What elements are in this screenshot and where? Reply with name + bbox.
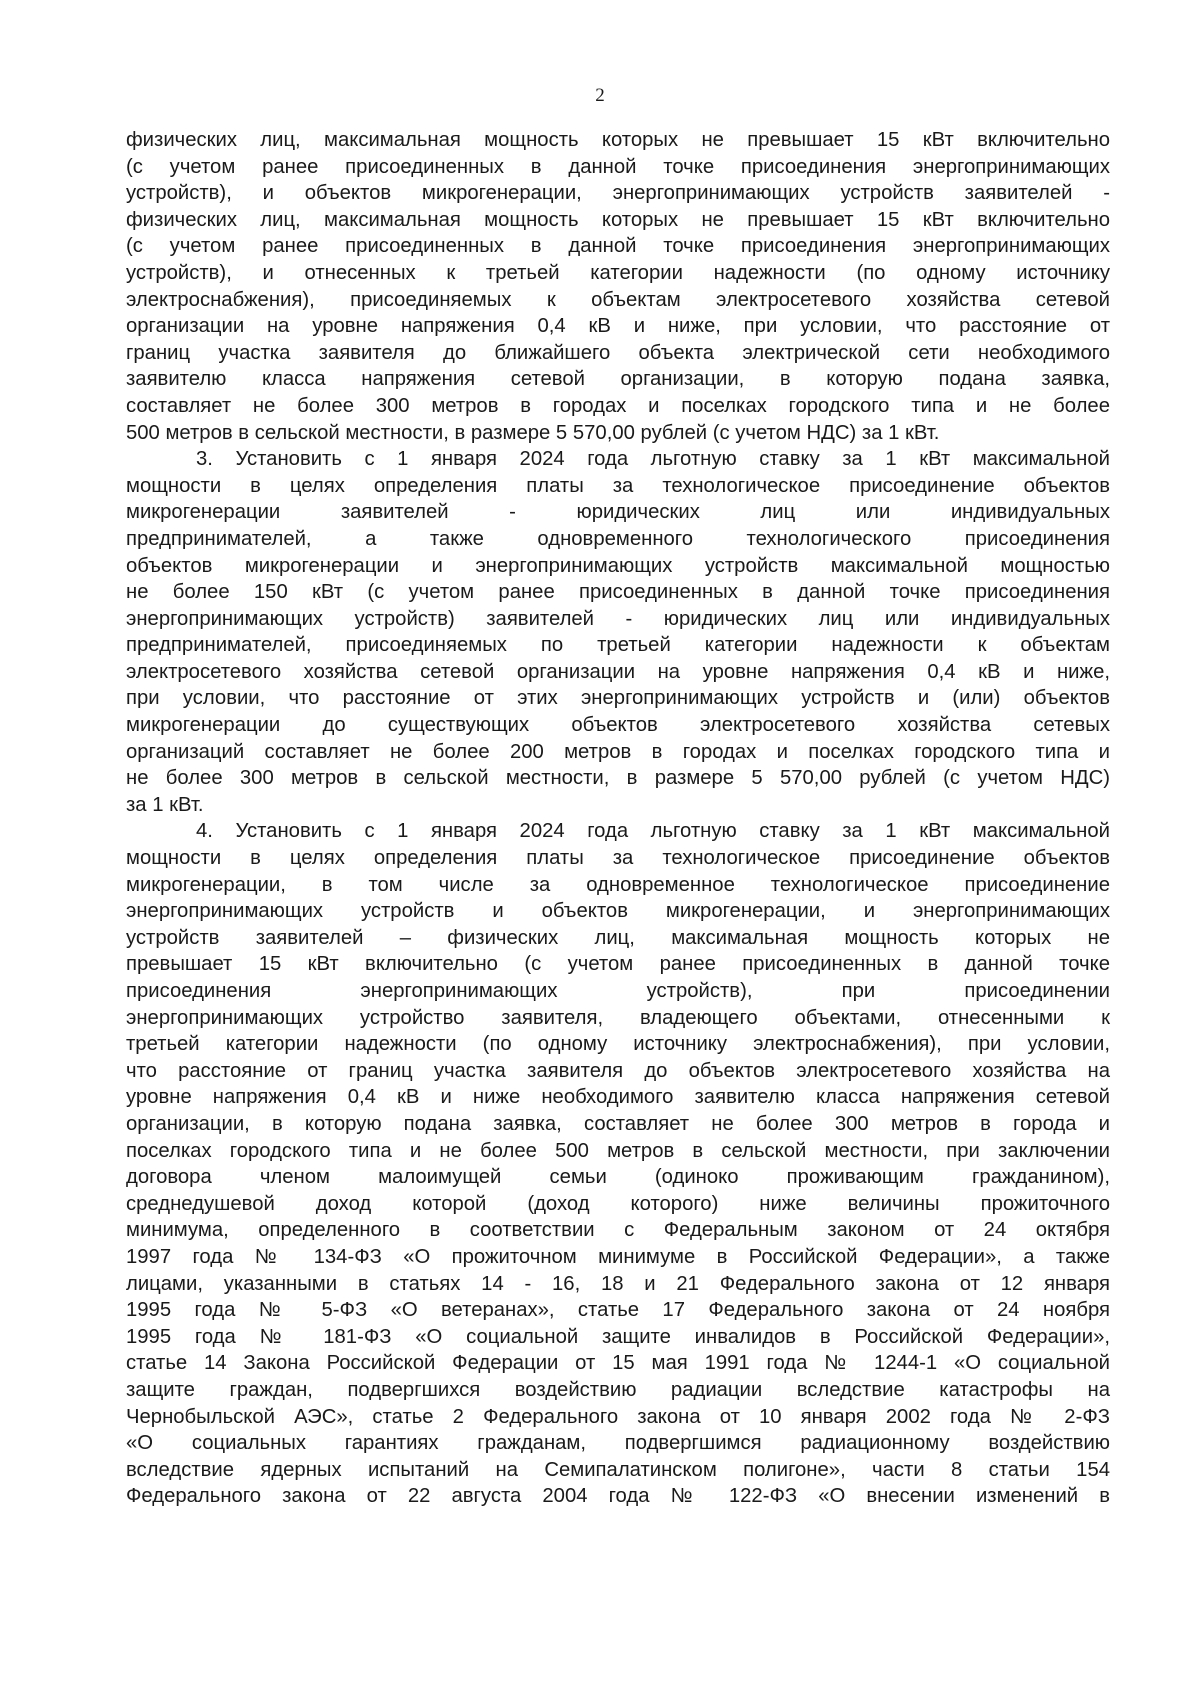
paragraph-item-3	[126, 446, 1110, 818]
text-line: электроснабжения), присоединяемых к объектам электросетевого хозяйства сетевой	[126, 288, 1110, 311]
text-line: физических лиц, максимальная мощность которых не превышает 15 кВт включительно	[126, 208, 1110, 231]
text-line: 1997 года № 134-ФЗ «О прожиточном минимуме в Российской Федерации», а также	[126, 1245, 1110, 1268]
text-line: защите граждан, подвергшихся воздействию радиации вследствие катастрофы на	[126, 1378, 1110, 1401]
text-line: организации, в которую подана заявка, составляет не более 300 метров в города и	[126, 1112, 1110, 1135]
text-line: договора членом малоимущей семьи (одиноко проживающим гражданином),	[126, 1166, 1110, 1189]
text-line: вследствие ядерных испытаний на Семипалатинском полигоне», части 8 статьи 154	[126, 1458, 1110, 1481]
text-line: физических лиц, максимальная мощность которых не превышает 15 кВт включительно	[126, 129, 1110, 151]
text-line: устройств), и отнесенных к третьей категории надежности (по одному источнику	[126, 261, 1110, 284]
text-line: мощности в целях определения платы за технологическое присоединение объектов	[126, 847, 1110, 870]
text-line: энергопринимающих устройств) заявителей - юридических лиц или индивидуальных	[126, 607, 1110, 630]
text-line: превышает 15 кВт включительно (с учетом ранее присоединенных в данной точке	[126, 953, 1110, 976]
text-line: организации на уровне напряжения 0,4 кВ и ниже, при условии, что расстояние от	[126, 315, 1110, 338]
text-line: энергопринимающих устройств и объектов микрогенерации, и энергопринимающих	[126, 900, 1110, 923]
text-line: 500 метров в сельской местности, в размере 5 570,00 рублей (с учетом НДС) за 1 кВт.	[126, 421, 940, 444]
text-line: объектов микрогенерации и энергопринимающих устройств максимальной мощностью	[126, 554, 1110, 577]
text-line: что расстояние от границ участка заявителя до объектов электросетевого хозяйства на	[126, 1059, 1110, 1082]
text-line: микрогенерации до существующих объектов электросетевого хозяйства сетевых	[126, 714, 1110, 737]
text-line: устройств заявителей – физических лиц, максимальная мощность которых не	[126, 926, 1110, 949]
text-line: устройств), и объектов микрогенерации, энергопринимающих устройств заявителей -	[126, 182, 1110, 205]
text-line: третьей категории надежности (по одному источнику электроснабжения), при условии,	[126, 1033, 1110, 1056]
text-line: минимума, определенного в соответствии с Федеральным законом от 24 октября	[126, 1219, 1110, 1242]
document-body	[126, 127, 1110, 1510]
text-line: не более 150 кВт (с учетом ранее присоединенных в данной точке присоединения	[126, 581, 1110, 604]
text-line: (с учетом ранее присоединенных в данной точке присоединения энергопринимающих	[126, 155, 1110, 178]
text-line: при условии, что расстояние от этих энергопринимающих устройств и (или) объектов	[126, 687, 1110, 710]
text-line: границ участка заявителя до ближайшего объекта электрической сети необходимого	[126, 341, 1110, 364]
text-line: составляет не более 300 метров в городах и поселках городского типа и не более	[126, 394, 1110, 417]
text-line: статье 14 Закона Российской Федерации от 15 мая 1991 года № 1244-1 «О социальной	[126, 1352, 1110, 1375]
text-line: уровне напряжения 0,4 кВ и ниже необходимого заявителю класса напряжения сетевой	[126, 1086, 1110, 1109]
text-line: лицами, указанными в статьях 14 - 16, 18 и 21 Федерального закона от 12 января	[126, 1272, 1110, 1295]
text-line: 3. Установить с 1 января 2024 года льготную ставку за 1 кВт максимальной	[196, 448, 1110, 471]
text-line: мощности в целях определения платы за технологическое присоединение объектов	[126, 474, 1110, 497]
text-line: (с учетом ранее присоединенных в данной точке присоединения энергопринимающих	[126, 235, 1110, 258]
text-line: не более 300 метров в сельской местности, в размере 5 570,00 рублей (с учетом НДС)	[126, 767, 1110, 790]
text-line: предпринимателей, а также одновременного технологического присоединения	[126, 527, 1110, 550]
text-line: среднедушевой доход которой (доход которого) ниже величины прожиточного	[126, 1192, 1110, 1215]
text-line: организаций составляет не более 200 метров в городах и поселках городского типа и	[126, 740, 1110, 763]
text-line: Чернобыльской АЭС», статье 2 Федерального закона от 10 января 2002 года № 2-ФЗ	[126, 1405, 1110, 1428]
text-line: 1995 года № 181-ФЗ «О социальной защите инвалидов в Российской Федерации»,	[126, 1325, 1110, 1348]
text-line: электросетевого хозяйства сетевой организации на уровне напряжения 0,4 кВ и ниже,	[126, 660, 1110, 683]
text-line: заявителю класса напряжения сетевой организации, в которую подана заявка,	[126, 368, 1110, 391]
text-line: микрогенерации, в том числе за одновременное технологическое присоединение	[126, 873, 1110, 896]
text-line: 1995 года № 5-ФЗ «О ветеранах», статье 17 Федерального закона от 24 ноября	[126, 1299, 1110, 1322]
text-line: «О социальных гарантиях гражданам, подвергшимся радиационному воздействию	[126, 1432, 1110, 1455]
text-line: энергопринимающих устройство заявителя, владеющего объектами, отнесенными к	[126, 1006, 1110, 1029]
text-line: 4. Установить с 1 января 2024 года льготную ставку за 1 кВт максимальной	[196, 820, 1110, 843]
paragraph-item-4	[126, 818, 1110, 1509]
text-line: поселках городского типа и не более 500 метров в сельской местности, при заключении	[126, 1139, 1110, 1162]
text-line: микрогенерации заявителей - юридических лиц или индивидуальных	[126, 501, 1110, 524]
text-line: за 1 кВт.	[126, 793, 204, 816]
page-number: 2	[595, 85, 605, 106]
text-line: предпринимателей, присоединяемых по третьей категории надежности к объектам	[126, 634, 1110, 657]
text-line: Федерального закона от 22 августа 2004 года № 122-ФЗ «О внесении изменений в	[126, 1485, 1110, 1508]
text-line: присоединения энергопринимающих устройств), при присоединении	[126, 980, 1110, 1002]
paragraph-continuation	[126, 127, 1110, 446]
